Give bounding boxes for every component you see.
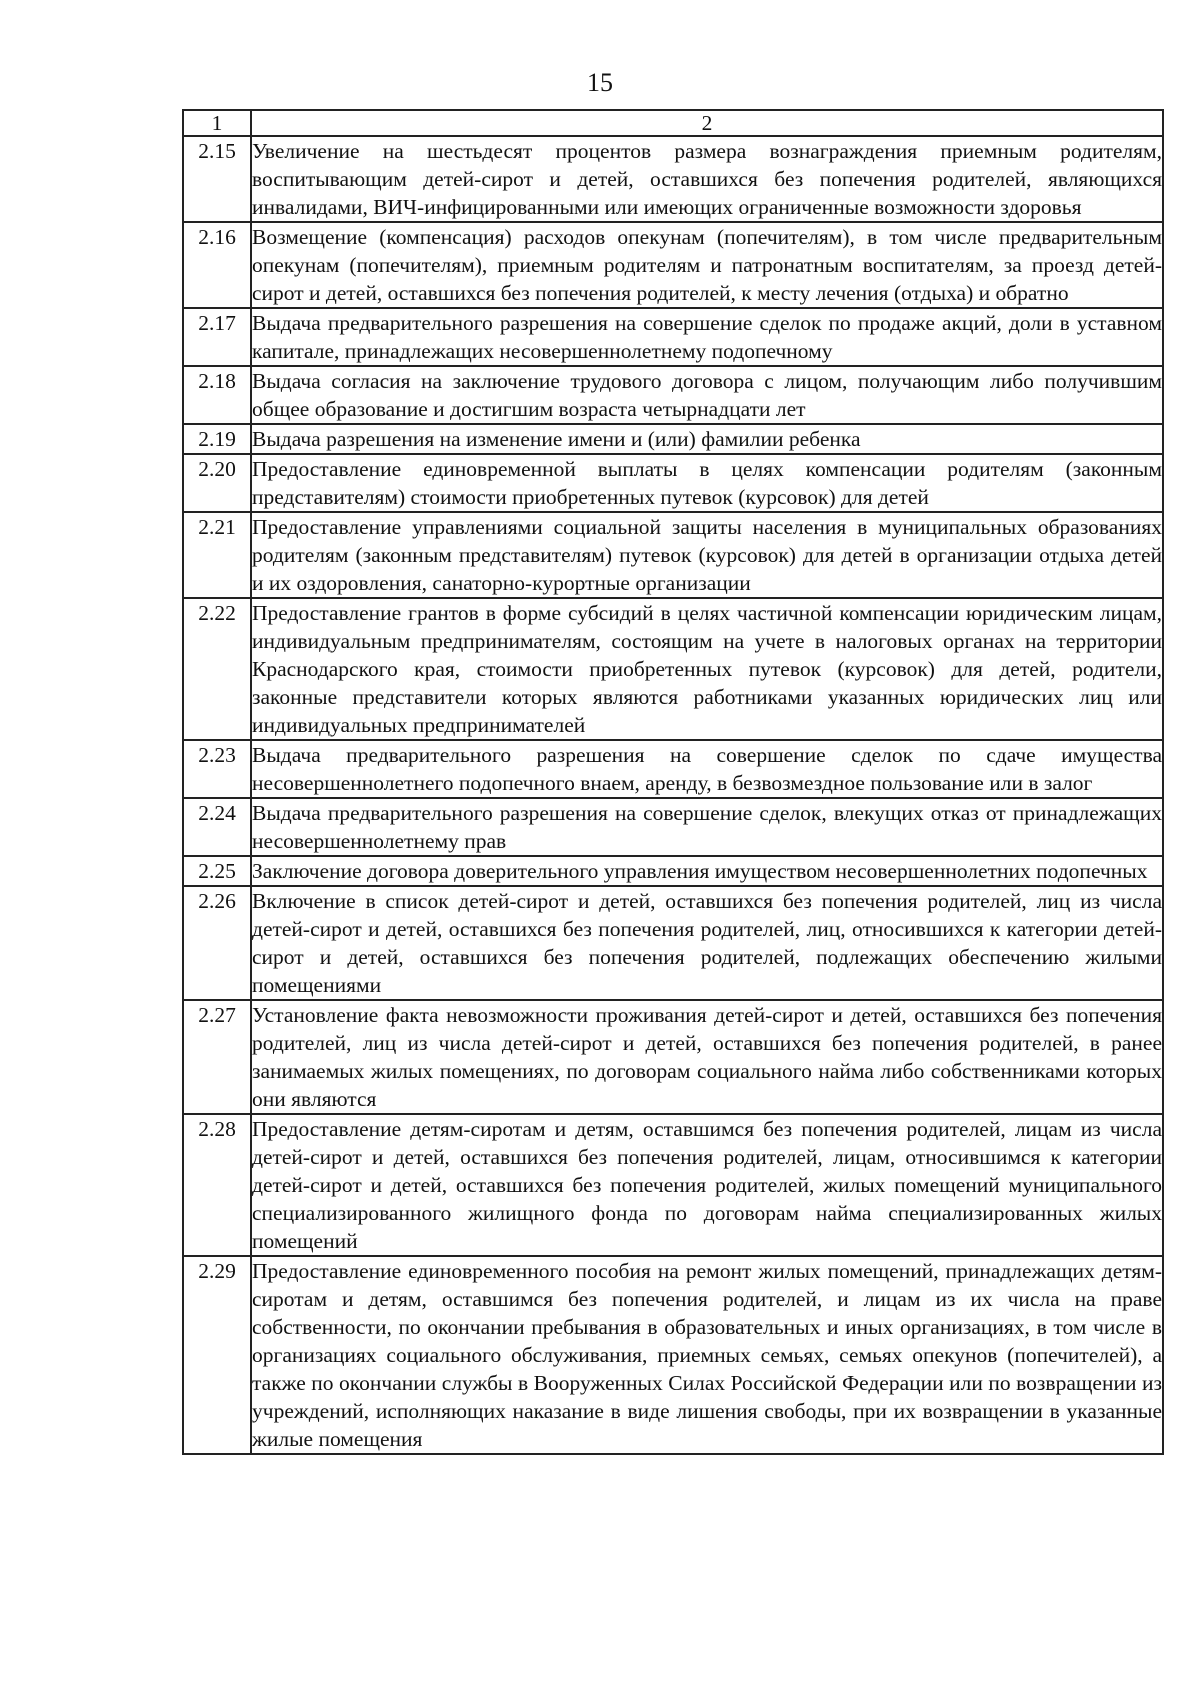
table-row [183,308,1163,366]
row-description: Возмещение (компенсация) расходов опекунам (попечителям), в том числе предварительным опекунам (попечителям), приемным родителям и патронатным воспитателям, за проезд детей-сирот и детей, оставшихся без попечения родителей, к месту лечения (отдыха) и обратно [251,222,1163,308]
row-number: 2.23 [183,740,251,798]
row-number: 2.25 [183,856,251,886]
row-number: 2.29 [183,1256,251,1454]
column-header-number: 1 [183,110,251,136]
row-description: Предоставление управлениями социальной защиты населения в муниципальных образованиях родителям (законным представителям) путевок (курсовок) для детей в организации отдыха детей и их оздоровления, санаторно-курортные организации [251,512,1163,598]
table-header-row [183,110,1163,136]
row-number: 2.24 [183,798,251,856]
row-number: 2.19 [183,424,251,454]
row-number: 2.18 [183,366,251,424]
table-row [183,366,1163,424]
table-row [183,1000,1163,1114]
row-number: 2.27 [183,1000,251,1114]
row-number: 2.26 [183,886,251,1000]
table-row [183,856,1163,886]
row-description: Выдача предварительного разрешения на совершение сделок по сдаче имущества несовершеннолетнего подопечного внаем, аренду, в безвозмездное пользование или в залог [251,740,1163,798]
row-number: 2.20 [183,454,251,512]
table-row [183,740,1163,798]
table-row [183,1256,1163,1454]
table-row [183,424,1163,454]
row-number: 2.28 [183,1114,251,1256]
row-description: Предоставление грантов в форме субсидий в целях частичной компенсации юридическим лицам, индивидуальным предпринимателям, состоящим на учете в налоговых органах на территории Краснодарского края, стоимости приобретенных путевок (курсовок) для детей, родители, законные представители которых являются работниками указанных юридических лиц или индивидуальных предпринимателей [251,598,1163,740]
row-description: Выдача согласия на заключение трудового договора с лицом, получающим либо получившим общее образование и достигшим возраста четырнадцати лет [251,366,1163,424]
row-description: Предоставление детям-сиротам и детям, оставшимся без попечения родителей, лицам из числа детей-сирот и детей, оставшихся без попечения родителей, лицам, относившимся к категории детей-сирот и детей, оставшихся без попечения родителей, жилых помещений муниципального специализированного жилищного фонда по договорам найма специализированных жилых помещений [251,1114,1163,1256]
table-row [183,454,1163,512]
row-description: Заключение договора доверительного управления имуществом несовершеннолетних подопечных [251,856,1163,886]
table-row [183,136,1163,222]
row-description: Выдача предварительного разрешения на совершение сделок по продаже акций, доли в уставном капитале, принадлежащих несовершеннолетнему подопечному [251,308,1163,366]
row-description: Выдача разрешения на изменение имени и (или) фамилии ребенка [251,424,1163,454]
table-row [183,1114,1163,1256]
page-number: 15 [587,68,613,97]
row-description: Выдача предварительного разрешения на совершение сделок, влекущих отказ от принадлежащих несовершеннолетнему прав [251,798,1163,856]
row-description: Увеличение на шестьдесят процентов размера вознаграждения приемным родителям, воспитывающим детей-сирот и детей, оставшихся без попечения родителей, являющихся инвалидами, ВИЧ-инфицированными или имеющих ограниченные возможности здоровья [251,136,1163,222]
row-description: Предоставление единовременной выплаты в целях компенсации родителям (законным представителям) стоимости приобретенных путевок (курсовок) для детей [251,454,1163,512]
table-row [183,512,1163,598]
row-number: 2.17 [183,308,251,366]
row-number: 2.21 [183,512,251,598]
row-description: Включение в список детей-сирот и детей, оставшихся без попечения родителей, лиц из числа детей-сирот и детей, оставшихся без попечения родителей, лиц, относившихся к категории детей-сирот и детей, оставшихся без попечения родителей, подлежащих обеспечению жилыми помещениями [251,886,1163,1000]
table-row [183,222,1163,308]
table-row [183,598,1163,740]
row-number: 2.15 [183,136,251,222]
row-description: Установление факта невозможности проживания детей-сирот и детей, оставшихся без попечения родителей, лиц из числа детей-сирот и детей, оставшихся без попечения родителей, в ранее занимаемых жилых помещениях, по договорам социального найма либо собственниками которых они являются [251,1000,1163,1114]
table-row [183,886,1163,1000]
table-row [183,798,1163,856]
row-number: 2.22 [183,598,251,740]
services-table [182,109,1164,1455]
row-description: Предоставление единовременного пособия на ремонт жилых помещений, принадлежащих детям-сиротам и детям, оставшимся без попечения родителей, и лицам из их числа на праве собственности, по окончании пребывания в образовательных и иных организациях, в том числе в организациях социального обслуживания, приемных семьях, семьях опекунов (попечителей), а также по окончании службы в Вооруженных Силах Российской Федерации или по возвращении из учреждений, исполняющих наказание в виде лишения свободы, при их возвращении в указанные жилые помещения [251,1256,1163,1454]
column-header-description: 2 [251,110,1163,136]
row-number: 2.16 [183,222,251,308]
